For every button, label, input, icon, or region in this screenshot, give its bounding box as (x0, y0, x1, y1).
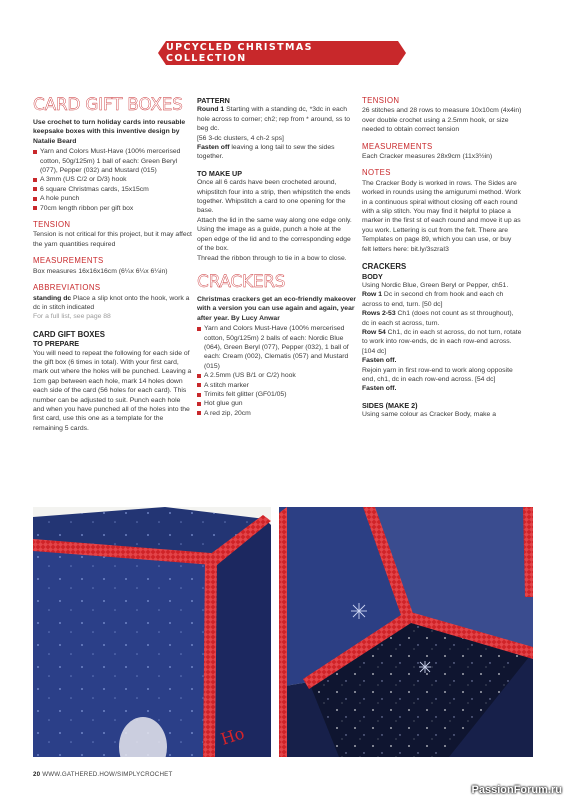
materials-list-1 (33, 147, 193, 213)
abbreviations-heading: ABBREVIATIONS (33, 283, 101, 293)
card-gift-boxes-section-heading: CARD GIFT BOXES (33, 329, 105, 339)
page-footer (33, 771, 172, 778)
notes-text: The Cracker Body is worked in rows. The Sides are worked in rounds using the amigurumi method. Work in a continuous spiral without closing off each round with a slip stitch. You may find it helpful to place a marker in the first st of each round and move it up as you work. Lettering is cut from the felt. There are Templates on page 89, which you can use, or buy felt letters here: bit.ly/3szraI3 (362, 179, 521, 253)
gift-box-illustration-1 (33, 507, 271, 757)
make-up-text-1: Once all 6 cards have been crocheted around, whipstitch four into a strip, then whipstitch the ends together. Whipstitch a card to one opening for the base. (197, 179, 351, 215)
material-item: Yarn and Colors Must-Have (100% mercerised cotton, 50g/125m) 2 balls of each: Nordic Blue (064), Green Beryl (077), Pepper (032), 1 ball of each: Cream (002), Clematis (057) and Mustard (015) (197, 324, 357, 371)
measurements-text: Box measures 16x16x16cm (6¼x 6¼x 6¼in) (33, 267, 168, 275)
make-up-text-2: Attach the lid in the same way along one edge only. Using the image as a guide, punch a hole at the open edge of the lid and to the corresponding edge of the box. (197, 216, 352, 253)
footer-url: WWW.GATHERED.HOW/SIMPLYCROCHET (42, 771, 173, 778)
rejoin-text: Rejoin yarn in first row-end to work along opposite end, ch1, dc in each row-end across. [54 dc] (362, 366, 513, 383)
to-prepare-text: You will need to repeat the following for each side of the gift box (6 times in total). With your first card, mark out where the holes will be punched. Leaving a 1cm gap between each hole, mark 14 holes down each side of the card (56 holes for each card). This number can be adjusted to suit. Punch each hole and when you have punched all of the holes into the first card, use this one as a template for the remaining 5 cards. (33, 349, 192, 432)
fasten-off-1 (362, 356, 522, 365)
round-1-label: Round 1 (197, 106, 225, 114)
body-heading: BODY (362, 271, 383, 281)
material-item: A 2.5mm (US B/1 or C/2) hook (197, 371, 357, 380)
row-1-text: Dc in second ch from hook and each ch across to end, turn. [50 dc] (362, 291, 504, 308)
material-item: Yarn and Colors Must-Have (100% mercerised cotton, 50g/125m) 1 ball of each: Green Beryl (077), Pepper (032) and Mustard (015) (33, 147, 193, 175)
fasten-off-2 (362, 384, 522, 393)
materials-list-2 (197, 324, 357, 418)
sides-text: Using same colour as Cracker Body, make a (362, 411, 496, 419)
notes-heading: NOTES (362, 168, 391, 178)
measurements-heading-2: MEASUREMENTS (362, 141, 433, 151)
abbreviation-entry (33, 294, 193, 313)
to-make-up-heading: TO MAKE UP (197, 168, 242, 178)
material-item: A red zip, 20cm (197, 409, 357, 418)
material-item: 6 square Christmas cards, 15x15cm (33, 185, 193, 194)
card-gift-boxes-intro: Use crochet to turn holiday cards into reusable keepsake boxes with this inventive design by Natalie Beard (33, 119, 186, 145)
fasten-off-text: leaving a long tail to sew the sides together. (197, 144, 335, 161)
tension-heading: TENSION (33, 220, 71, 230)
material-item: A stitch marker (197, 381, 357, 390)
material-item: Hot glue gun (197, 399, 357, 408)
tension-text: Tension is not critical for this project, but it may affect the yarn quantities required (33, 231, 192, 248)
gift-box-photo-2 (279, 507, 533, 757)
round-1-text: Starting with a standing dc, *3dc in each hole across to corner; ch2; rep from * around, ss to beg dc. (197, 106, 351, 133)
card-gift-boxes-title: CARD GIFT BOXES (33, 95, 183, 115)
column-3 (362, 96, 522, 420)
row-54-text: Ch1, dc in each st across, do not turn, rotate to work into row-ends, dc in each row-end across. [104 dc] (362, 328, 522, 355)
crackers-intro: Christmas crackers get an eco-friendly makeover with a version you can use again and again, year after year. By Lucy Anwar (197, 295, 357, 322)
to-prepare-heading: TO PREPARE (33, 339, 80, 349)
row-54-label: Row 54 (362, 328, 386, 336)
fasten-off-instruction (197, 143, 357, 162)
row-1-label: Row 1 (362, 291, 383, 299)
row-54-instruction (362, 328, 522, 356)
abbreviation-definition: Place a slip knot onto the hook, work a dc in stitch indicated (33, 294, 190, 311)
pattern-heading: PATTERN (197, 96, 230, 105)
fasten-off-label: Fasten off. (362, 357, 397, 365)
column-1 (33, 96, 193, 433)
round-1-count: [56 3-dc clusters, 4 ch-2 sps] (197, 134, 284, 142)
material-item: A hole punch (33, 194, 193, 203)
crackers-title: CRACKERS (197, 271, 286, 292)
sides-heading: SIDES (MAKE 2) (362, 400, 418, 410)
measurements-text-2: Each Cracker measures 28x9cm (11x3½in) (362, 153, 493, 161)
fasten-off-label: Fasten off (197, 144, 230, 152)
rows-2-53-text: Ch1 (does not count as st throughout), dc in each st across, turn. (362, 310, 514, 327)
make-up-text-3: Thread the ribbon through to tie in a bow to close. (197, 254, 347, 262)
gift-box-illustration-2 (279, 507, 533, 757)
crackers-section-heading: CRACKERS (362, 262, 407, 272)
section-banner: UPCYCLED CHRISTMAS COLLECTION (166, 41, 398, 65)
material-item: A 3mm (US C/2 or D/3) hook (33, 175, 193, 184)
round-1-instruction (197, 105, 357, 133)
column-2 (197, 96, 357, 418)
material-item: 70cm length ribbon per gift box (33, 204, 193, 213)
row-1-instruction (362, 290, 522, 309)
abbreviation-term: standing dc (33, 294, 72, 302)
gift-box-photo-1 (33, 507, 271, 757)
tension-heading-2: TENSION (362, 96, 400, 105)
watermark: PassionForum.ru (471, 784, 562, 796)
abbreviations-reference: For a full list, see page 88 (33, 313, 111, 321)
tension-text-2: 26 stitches and 28 rows to measure 10x10cm (4x4in) over double crochet using a 2.5mm hook, or size needed to obtain correct tension (362, 107, 522, 134)
rows-2-53-instruction (362, 309, 522, 328)
measurements-heading: MEASUREMENTS (33, 256, 104, 266)
material-item: Trimits felt glitter (GF01/05) (197, 390, 357, 399)
rows-2-53-label: Rows 2-53 (362, 310, 396, 318)
page-number: 20 (33, 771, 41, 778)
fasten-off-label: Fasten off. (362, 385, 397, 393)
svg-text:Ho: Ho (218, 723, 247, 749)
body-intro: Using Nordic Blue, Green Beryl or Pepper, ch51. (362, 281, 509, 289)
